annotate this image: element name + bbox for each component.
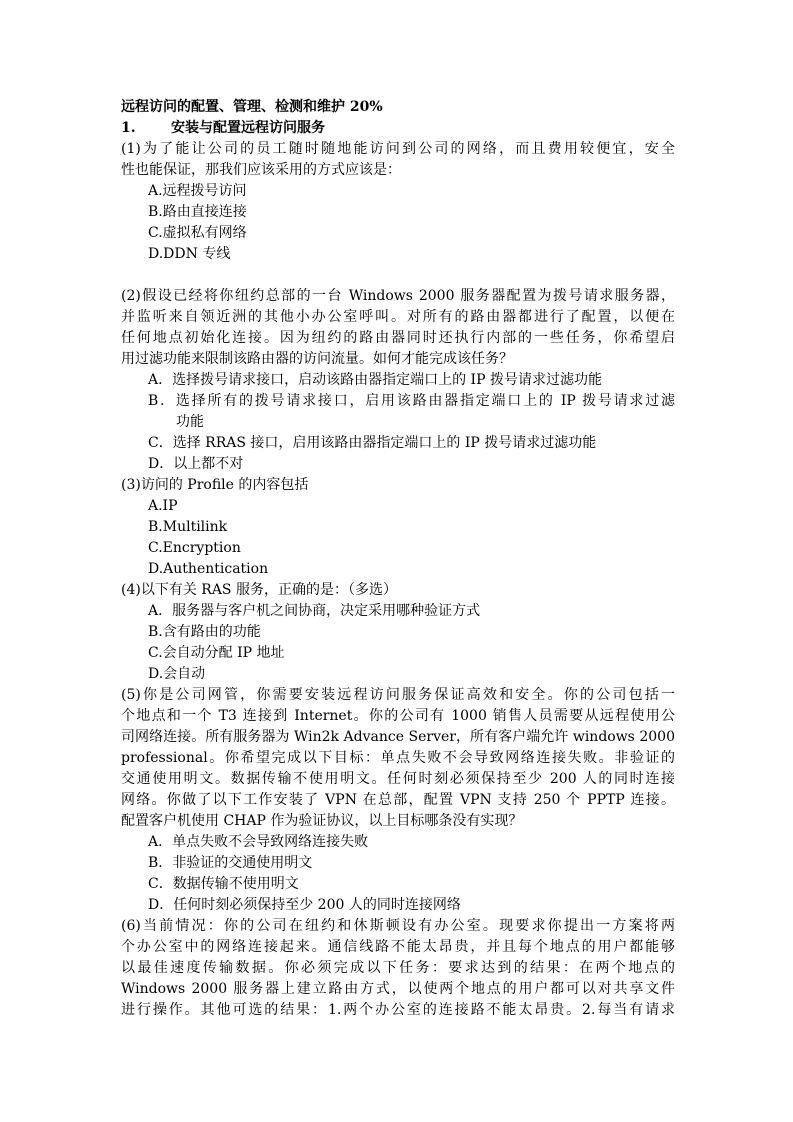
q5-line: professional。你希望完成以下目标：单点失败不会导致网络连接失败。非验证的 (121, 750, 675, 766)
q6-line: (6)当前情况：你的公司在纽约和休斯顿设有办公室。现要求你提出一方案将两 (121, 918, 675, 934)
q6-line: Windows 2000 服务器上建立路由方式，以使两个地点的用户都可以对共享文件 (121, 981, 675, 997)
q2-option-a: A．选择拨号请求接口，启动该路由器指定端口上的 IP 拨号请求过滤功能 (148, 372, 602, 388)
subsection-title: 安装与配置远程访问服务 (171, 120, 325, 136)
q1-line: 性也能保证，那我们应该采用的方式应该是： (121, 162, 401, 178)
q4-option-b: B.含有路由的功能 (148, 624, 261, 640)
q5-option-c: C．数据传输不使用明文 (148, 876, 299, 892)
q5-option-d: D．任何时刻必须保持至少 200 人的同时连接网络 (148, 897, 461, 913)
q3-option-c: C.Encryption (148, 540, 241, 556)
q2-option-d: D．以上都不对 (148, 456, 244, 472)
q3-option-b: B.Multilink (148, 519, 228, 535)
q4-line: (4)以下有关 RAS 服务，正确的是：（多选） (121, 582, 397, 598)
q3-option-d: D.Authentication (148, 561, 269, 577)
q2-option-c: C．选择 RRAS 接口，启用该路由器指定端口上的 IP 拨号请求过滤功能 (148, 435, 597, 451)
q5-line: 个地点和一个 T3 连接到 Internet。你的公司有 1000 销售人员需要从远程使用公 (121, 708, 675, 724)
q2-line: 任何地点初始化连接。因为纽约的路由器同时还执行内部的一些任务，你希望启 (121, 330, 675, 346)
q2-option-b-cont: 功能 (176, 414, 204, 430)
q6-line: 个办公室中的网络连接起来。通信线路不能太昂贵，并且每个地点的用户都能够 (121, 939, 675, 955)
q5-option-b: B．非验证的交通使用明文 (148, 855, 313, 871)
q5-line: 交通使用明文。数据传输不使用明文。任何时刻必须保持至少 200 人的同时连接 (121, 771, 675, 787)
q2-line: 用过滤功能来限制该路由器的访问流量。如何才能完成该任务？ (121, 351, 513, 367)
q1-option-a: A.远程拨号访问 (148, 183, 247, 199)
q1-option-b: B.路由直接连接 (148, 204, 247, 220)
subsection-number: 1. (121, 120, 136, 136)
section-title: 远程访问的配置、管理、检测和维护 20% (121, 99, 383, 115)
q1-option-d: D.DDN 专线 (148, 246, 231, 262)
q3-line: (3)访问的 Profile 的内容包括 (121, 477, 309, 493)
q6-line: 以最佳速度传输数据。你必须完成以下任务：要求达到的结果：在两个地点的 (121, 960, 675, 976)
q4-option-a: A．服务器与客户机之间协商，决定采用哪种验证方式 (148, 603, 481, 619)
q4-option-c: C.会自动分配 IP 地址 (148, 645, 285, 661)
q5-line: 配置客户机使用 CHAP 作为验证协议，以上目标哪条没有实现？ (121, 813, 523, 829)
q3-option-a: A.IP (148, 498, 178, 514)
q1-option-c: C.虚拟私有网络 (148, 225, 247, 241)
q5-line: 司网络连接。所有服务器为 Win2k Advance Server，所有客户端允许 windows 2000 (121, 729, 675, 745)
q6-line: 进行操作。其他可选的结果：1.两个办公室的连接路不能太昂贵。2.每当有请求 (121, 1002, 675, 1018)
subsection-heading (121, 118, 451, 139)
q5-option-a: A．单点失败不会导致网络连接失败 (148, 834, 369, 850)
q4-option-d: D.会自动 (148, 666, 206, 682)
q1-line: (1)为了能让公司的员工随时随地能访问到公司的网络，而且费用较便宜，安全 (121, 141, 675, 157)
q2-line: 并监听来自领近洲的其他小办公室呼叫。对所有的路由器都进行了配置，以便在 (121, 309, 675, 325)
q2-option-b: B．选择所有的拨号请求接口，启用该路由器指定端口上的 IP 拨号请求过滤 (148, 393, 675, 409)
q2-line: (2)假设已经将你纽约总部的一台 Windows 2000 服务器配置为拨号请求服务器， (121, 288, 675, 304)
q5-line: 网络。你做了以下工作安装了 VPN 在总部，配置 VPN 支持 250 个 PPTP 连接。 (121, 792, 675, 808)
q5-line: (5)你是公司网管，你需要安装远程访问服务保证高效和安全。你的公司包括一 (121, 687, 675, 703)
